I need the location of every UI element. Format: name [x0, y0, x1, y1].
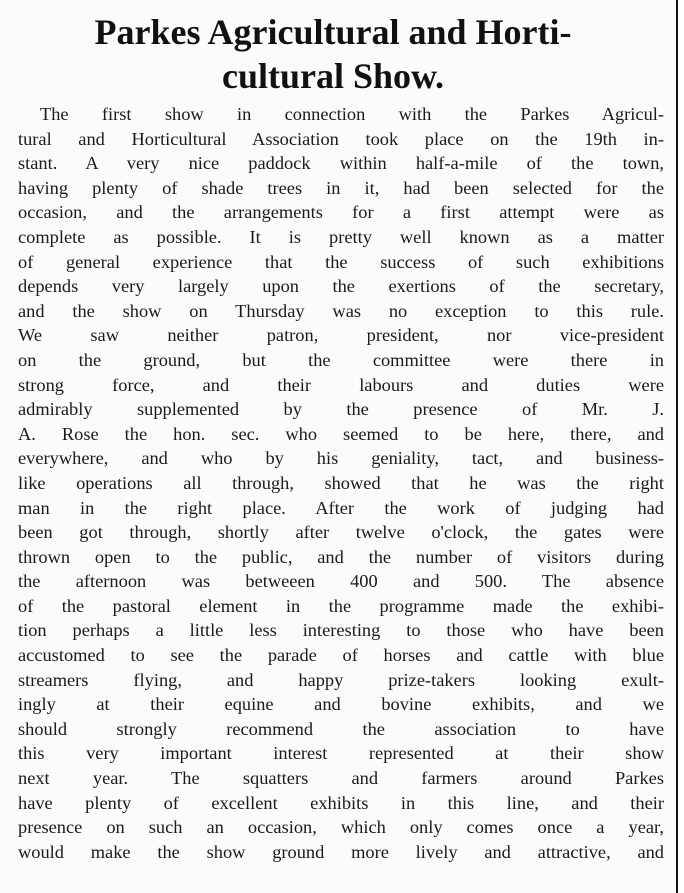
body-line: and the show on Thursday was no exception to this rule. — [18, 300, 664, 321]
body-line: would make the show ground more lively and attractive, and — [18, 841, 664, 862]
body-line: like operations all through, showed that he was the right — [18, 472, 664, 493]
body-line: streamers flying, and happy prize-takers looking exult- — [18, 669, 664, 690]
body-line: of general experience that the success of such exhibitions — [18, 251, 664, 272]
body-line: on the ground, but the committee were there in — [18, 349, 664, 370]
body-line: man in the right place. After the work of judging had — [18, 497, 664, 518]
headline-line: cultural Show. — [221, 56, 445, 96]
body-line: next year. The squatters and farmers around Parkes — [18, 768, 664, 789]
body-line: have plenty of excellent exhibits in this line, and their — [18, 792, 664, 813]
article-body — [18, 102, 664, 864]
body-line: stant. A very nice paddock within half-a-mile of the town, — [18, 153, 664, 174]
body-line: presence on such an occasion, which only comes once a year, — [18, 817, 664, 838]
body-line: occasion, and the arrangements for a first attempt were as — [18, 202, 664, 223]
body-line: depends very largely upon the exertions of the secretary, — [18, 276, 664, 297]
body-line: everywhere, and who by his geniality, tact, and business- — [18, 448, 664, 469]
body-line: tion perhaps a little less interesting to those who have been — [18, 620, 664, 641]
article-headline — [0, 10, 666, 98]
body-line: A. Rose the hon. sec. who seemed to be here, there, and — [18, 423, 664, 444]
body-line: having plenty of shade trees in it, had been selected for the — [18, 177, 664, 198]
body-line: We saw neither patron, president, nor vice-president — [18, 325, 664, 346]
body-line: ingly at their equine and bovine exhibits, and we — [18, 694, 664, 715]
body-line: thrown open to the public, and the number of visitors during — [18, 546, 664, 567]
body-line: strong force, and their labours and duties were — [18, 374, 664, 395]
body-line: of the pastoral element in the programme made the exhibi- — [18, 595, 664, 616]
body-line: tural and Horticultural Association took place on the 19th in- — [18, 128, 664, 149]
body-line: been got through, shortly after twelve o'clock, the gates were — [18, 522, 664, 543]
headline-line: Parkes Agricultural and Horti- — [94, 12, 572, 52]
body-line: accustomed to see the parade of horses and cattle with blue — [18, 645, 664, 666]
body-line: complete as possible. It is pretty well known as a matter — [18, 226, 664, 247]
body-line: admirably supplemented by the presence of Mr. J. — [18, 399, 664, 420]
body-line: this very important interest represented at their show — [18, 743, 664, 764]
body-line: should strongly recommend the association to have — [18, 718, 664, 739]
body-line: The first show in connection with the Parkes Agricul- — [40, 104, 664, 124]
body-line: the afternoon was betweeen 400 and 500. The absence — [18, 571, 664, 592]
